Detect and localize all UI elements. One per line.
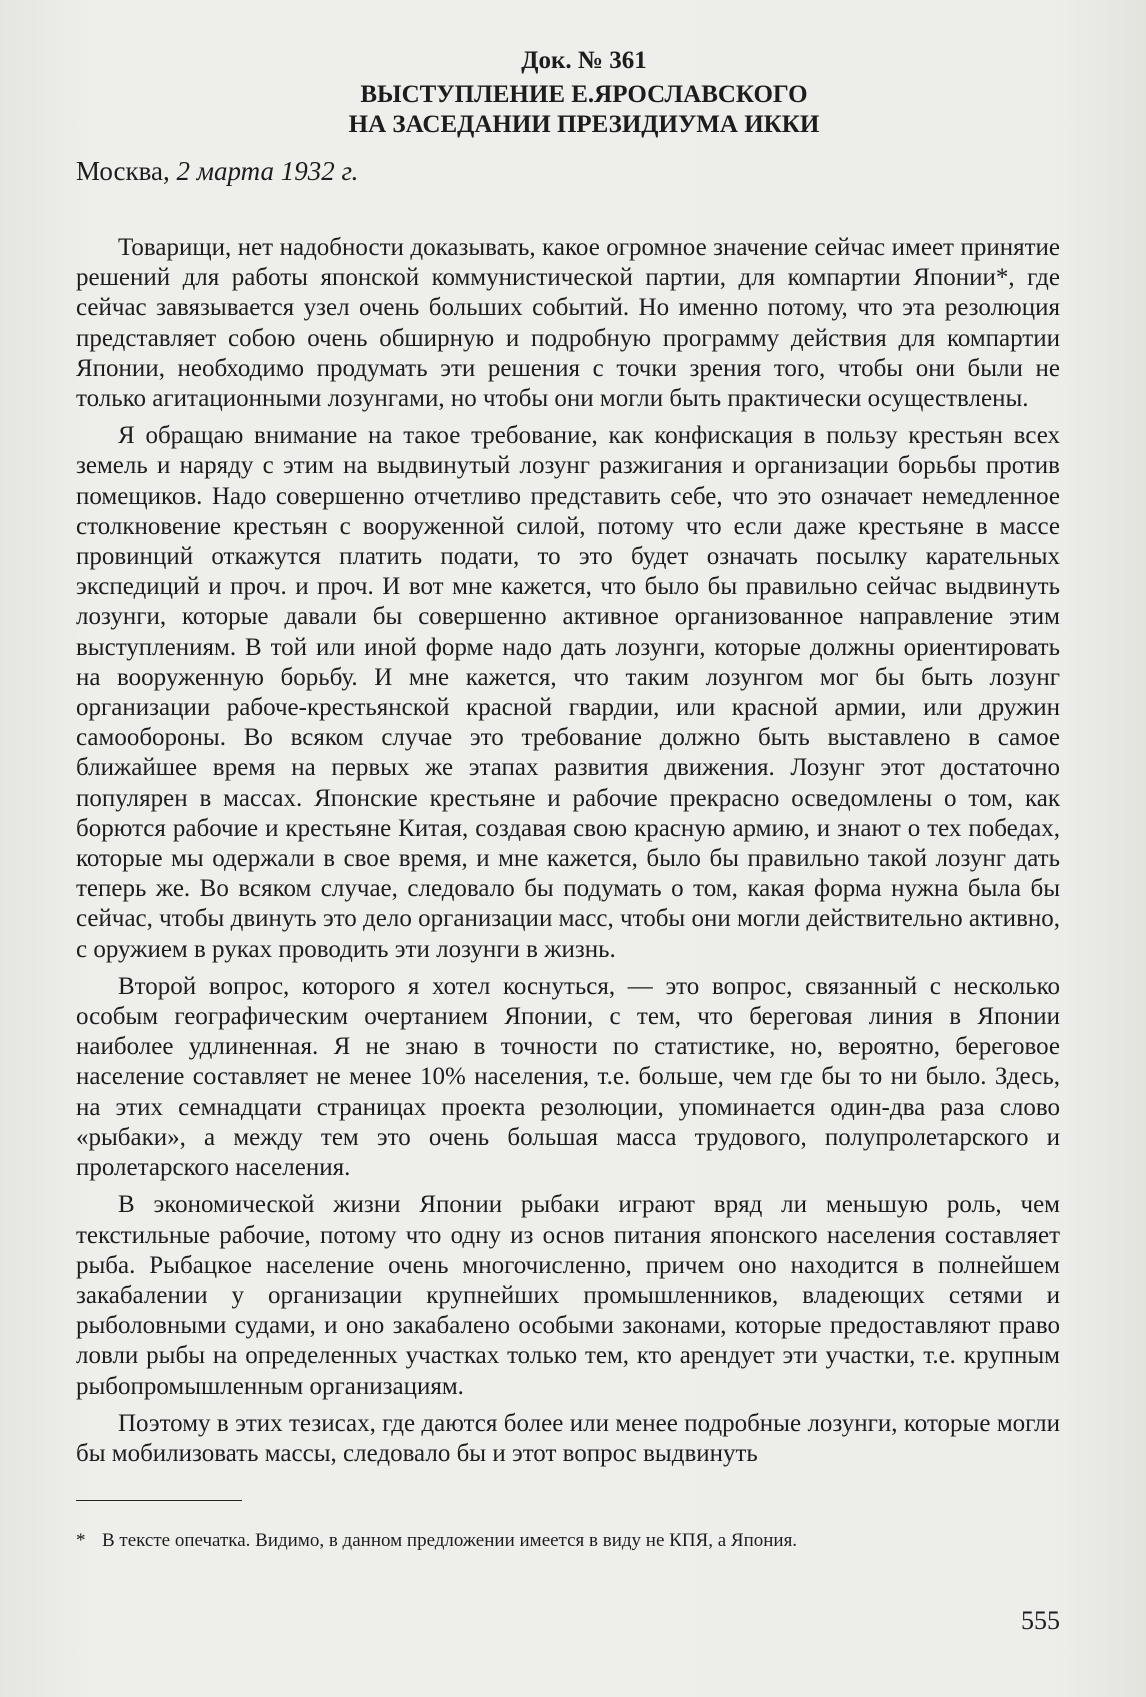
paragraph-5: Поэтому в этих тезисах, где даются более или менее подробные лозунги, которые могли бы мобилизовать массы, следовало бы и этот вопрос выдвинуть (76, 1409, 1060, 1467)
page-number: 555 (1021, 1606, 1060, 1635)
body-text (76, 233, 1060, 1476)
footnote-divider (76, 1500, 242, 1501)
paragraph-3: Второй вопрос, которого я хотел коснуться, — это вопрос, связанный с несколько особым географическим очертанием Японии, с тем, что береговая линия в Японии наиболее удлиненная. Я не знаю в точности по статистике, но, вероятно, береговое население составляет не менее 10% населения, т.е. больше, чем где бы то ни было. Здесь, на этих семнадцати страницах проекта резолюции, упоминается один-два раза слово «рыбаки», а между тем это очень большая масса трудового, полупролетарского и пролетарского населения. (76, 972, 1060, 1182)
title-line-2: НА ЗАСЕДАНИИ ПРЕЗИДИУМА ИККИ (348, 111, 820, 138)
document-number: Док. № 361 (521, 47, 647, 74)
document-title (0, 80, 1146, 140)
footnote-text: В тексте опечатка. Видимо, в данном предложении имеется в виду не КПЯ, а Япония. (102, 1530, 798, 1551)
title-line-1: ВЫСТУПЛЕНИЕ Е.ЯРОСЛАВСКОГО (360, 81, 808, 108)
footnote-mark: * (76, 1530, 86, 1551)
footnote (76, 1529, 1060, 1553)
dateline (76, 155, 358, 187)
paragraph-4: В экономической жизни Японии рыбаки играют вряд ли меньшую роль, чем текстильные рабочие, потому что одну из основ питания японского населения составляет рыба. Рыбацкое население очень многочисленно, причем оно находится в полнейшем закабалении у организации крупнейших промышленников, владеющих сетями и рыболовными судами, и оно закабалено особыми законами, которые предоставляют право ловли рыбы на определенных участках только тем, кто арендует эти участки, т.е. крупным рыбопромышленным организациям. (76, 1191, 1060, 1400)
dateline-date: 2 марта 1932 г. (176, 156, 359, 186)
dateline-place: Москва, (76, 156, 170, 186)
paragraph-2: Я обращаю внимание на такое требование, как конфискация в пользу крестьян всех земель и наряду с этим на выдвинутый лозунг разжигания и организации борьбы против помещиков. Надо совершенно отчетливо представить себе, что это означает немедленное столкновение крестьян с вооруженной силой, потому что если даже крестьяне в массе провинций откажутся платить подати, то это будет означать посылку карательных экспедиций и проч. и проч. И вот мне кажется, что было бы правильно сейчас выдвинуть лозунги, которые давали бы совершенно активное организованное направление этим выступлениям. В той или иной форме надо дать лозунги, которые должны ориентировать на вооруженную борьбу. И мне кажется, что таким лозунгом мог бы быть лозунг организации рабоче-крестьянской красной гвардии, или красной армии, или дружин самообороны. Во всяком случае это требование должно быть выставлено в самое ближайшее время на первых же этапах развития движения. Лозунг этот достаточно популярен в массах. Японские крестьяне и рабочие прекрасно осведомлены о том, как борются рабочие и крестьяне Китая, создавая свою красную армию, и знают о тех победах, которые мы одержали в свое время, и мне кажется, было бы правильно такой лозунг дать теперь же. Во всяком случае, следовало бы подумать о том, какая форма нужна была бы сейчас, чтобы двинуть это дело организации масс, чтобы они могли действительно активно, с оружием в руках проводить эти лозунги в жизнь. (76, 422, 1060, 963)
paragraph-1: Товарищи, нет надобности доказывать, какое огромное значение сейчас имеет принятие решений для работы японской коммунистической партии, для компартии Японии*, где сейчас завязывается узел очень больших событий. Но именно потому, что эта резолюция представляет собою очень обширную и подробную программу действия для компартии Японии, необходимо продумать эти решения с точки зрения того, чтобы они были не только агитационными лозунгами, но чтобы они могли быть практически осуществлены. (76, 234, 1060, 413)
